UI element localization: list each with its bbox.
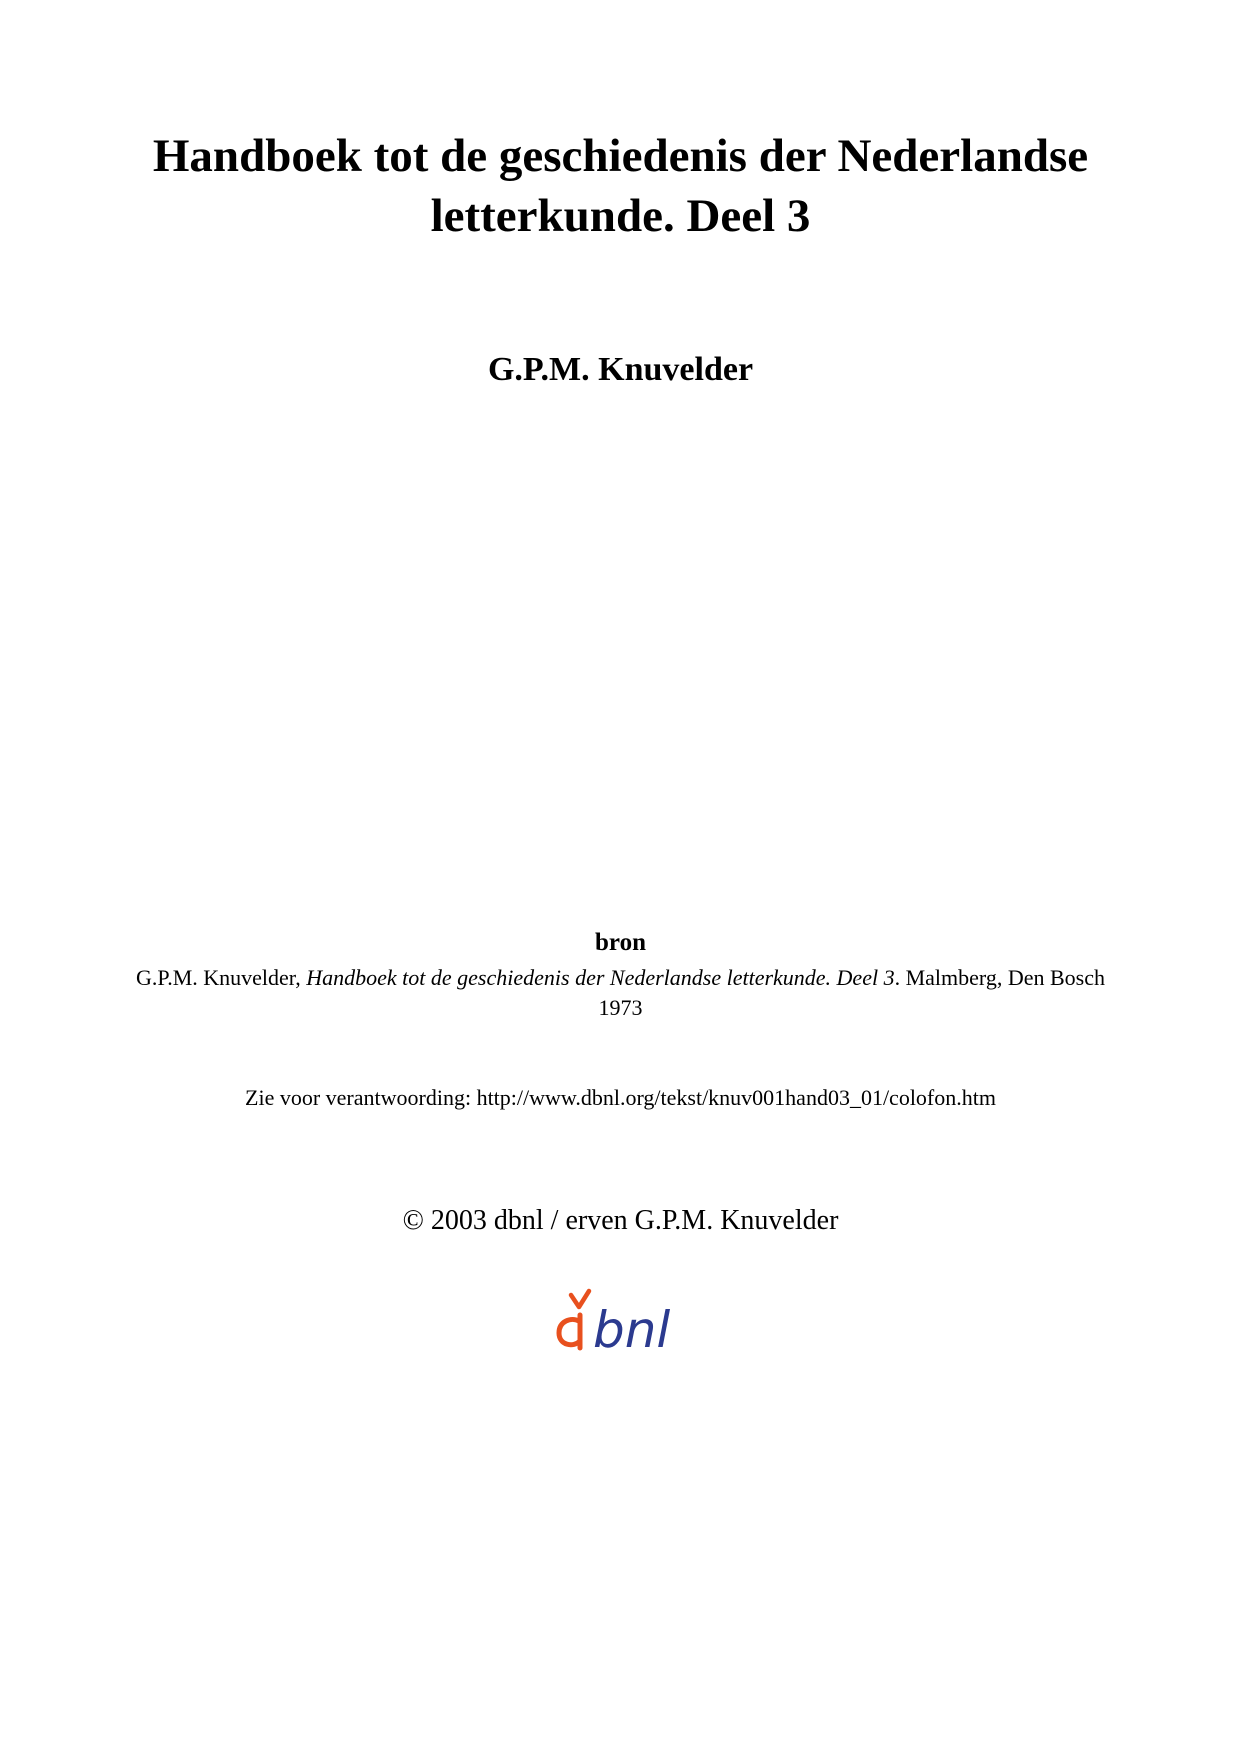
document-title-line-2: letterkunde. Deel 3 [430, 190, 811, 242]
dbnl-logo [553, 1285, 683, 1355]
copyright-notice: © 2003 dbnl / erven G.P.M. Knuvelder [402, 1205, 839, 1236]
source-citation [120, 963, 1121, 1023]
responsibility-note: Zie voor verantwoording: http://www.dbnl.org/tekst/knuv001hand03_01/colofon.htm [245, 1085, 996, 1110]
author-name: G.P.M. Knuvelder [487, 351, 754, 388]
svg-text:bnl: bnl [593, 1301, 671, 1355]
source-heading: bron [595, 929, 646, 956]
document-title [0, 126, 1241, 246]
citation-author: G.P.M. Knuvelder, [136, 965, 307, 990]
dbnl-logo-d [559, 1291, 589, 1348]
citation-publisher: . Malmberg, Den Bosch 1973 [598, 965, 1105, 1020]
document-title-line-1: Handboek tot de geschiedenis der Nederlandse [152, 130, 1089, 182]
citation-title: Handboek tot de geschiedenis der Nederlandse letterkunde. Deel 3 [306, 965, 895, 990]
